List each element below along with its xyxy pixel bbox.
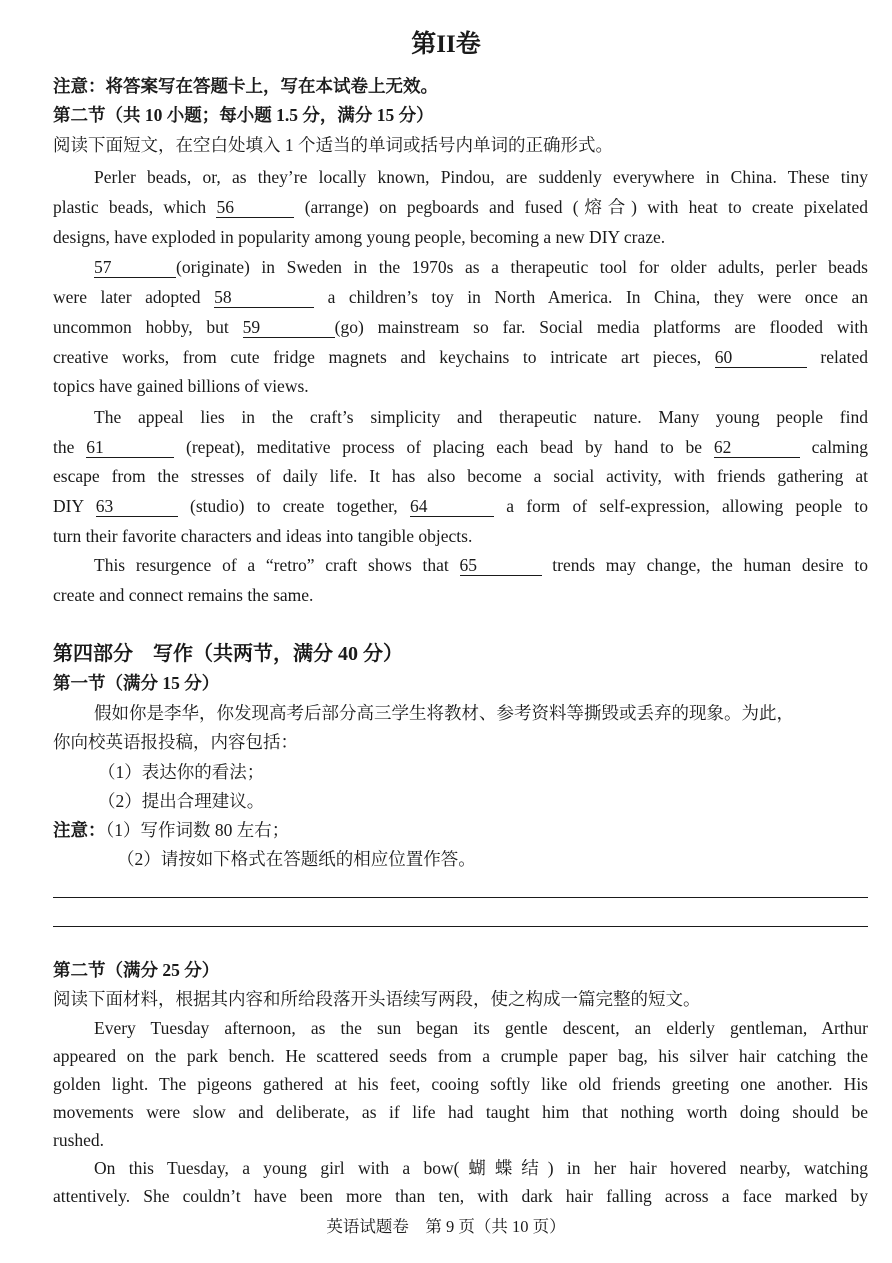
p4-line-1 (94, 553, 868, 577)
blank-65[interactable]: 65 (460, 555, 542, 576)
p2-line-5: topics have gained billions of views. (53, 376, 309, 396)
part4-s1-line-1: 假如你是李华，你发现高考后部分高三学生将教材、参考资料等撕毁或丢弃的现象。为此， (94, 703, 794, 723)
blank-61[interactable]: 61 (86, 437, 174, 458)
p3-line-2-end: calming (811, 437, 869, 457)
part4-s1-line-2: 你向校英语报投稿，内容包括： (53, 732, 298, 752)
p3-line-4-end: a form of self-expression, allowing people to (506, 496, 869, 516)
part4-s2-heading: 第二节（满分 25 分） (53, 960, 220, 980)
p3-line-1: The appeal lies in the craft’s simplicity and therapeutic nature. Many young people find (94, 407, 868, 427)
p2-line-2 (53, 285, 868, 309)
blank-62[interactable]: 62 (714, 437, 800, 458)
p2-line-4 (53, 345, 868, 369)
p3-line-5: turn their favorite characters and ideas into tangible objects. (53, 526, 473, 546)
s2-p1-line-4: movements were slow and deliberate, as if life had taught him that nothing worth doing should be (53, 1102, 868, 1122)
p1-line-3: designs, have exploded in popularity among young people, becoming a new DIY craze. (53, 227, 666, 247)
part4-s2-instruction: 阅读下面材料，根据其内容和所给段落开头语续写两段，使之构成一篇完整的短文。 (53, 989, 701, 1009)
answer-rule-2 (53, 926, 868, 927)
p1-line-1: Perler beads, or, as they’re locally known, Pindou, are suddenly everywhere in China. These tiny (94, 167, 868, 187)
section2-instruction: 阅读下面短文，在空白处填入 1 个适当的单词或括号内单词的正确形式。 (53, 135, 613, 155)
s2-p2-line-1: On this Tuesday, a young girl with a bow(蝴蝶结) in her hair hovered nearby, watching (94, 1158, 868, 1178)
p3-line-4-start: DIY (53, 496, 84, 516)
p2-line-3 (53, 315, 868, 339)
p1-line-2 (53, 195, 868, 219)
p3-line-2-start: the (53, 437, 75, 457)
note-label: 注意： (53, 820, 106, 840)
s2-p2-line-2: attentively. She couldn’t have been more than ten, with dark hair falling across a face marked by (53, 1186, 868, 1206)
note-1: （1）写作词数 80 左右； (105, 820, 290, 840)
blank-64[interactable]: 64 (410, 496, 494, 517)
part4-heading: 第四部分 写作（共两节，满分 40 分） (53, 643, 403, 665)
part4-s1-item-2: （2）提出合理建议。 (98, 791, 265, 811)
p2-line-2-start: were later adopted (53, 287, 201, 307)
blank-63[interactable]: 63 (96, 496, 178, 517)
section2-heading: 第二节（共 10 小题；每小题 1.5 分，满分 15 分） (53, 105, 434, 125)
notice: 注意：将答案写在答题卡上，写在本试卷上无效。 (53, 76, 438, 96)
p3-line-2-mid: (repeat), meditative process of placing each bead by hand to be (186, 437, 703, 457)
answer-rule-1 (53, 897, 868, 898)
p2-line-4-end: related (820, 347, 869, 367)
p2-line-2-end: a children’s toy in North America. In China, they were once an (327, 287, 869, 307)
blank-59[interactable]: 59 (243, 317, 335, 338)
p1-line-2-end: (arrange) on pegboards and fused (熔合) with heat to create pixelated (304, 197, 869, 217)
p2-line-4-start: creative works, from cute fridge magnets and keychains to intricate art pieces, (53, 347, 702, 367)
p3-line-4-mid: (studio) to create together, (190, 496, 398, 516)
p4-line-1-end: trends may change, the human desire to (552, 555, 868, 575)
p2-line-1-end: (originate) in Sweden in the 1970s as a therapeutic tool for older adults, perler beads (176, 257, 868, 277)
p2-line-3-start: uncommon hobby, but (53, 317, 229, 337)
p2-line-3-end: (go) mainstream so far. Social media platforms are flooded with (334, 317, 869, 337)
blank-58[interactable]: 58 (214, 287, 314, 308)
s2-p1-line-1: Every Tuesday afternoon, as the sun began its gentle descent, an elderly gentleman, Arthur (94, 1018, 868, 1038)
s2-p1-line-5: rushed. (53, 1130, 105, 1150)
blank-60[interactable]: 60 (715, 347, 807, 368)
part4-s1-heading: 第一节（满分 15 分） (53, 673, 220, 693)
p3-line-3: escape from the stresses of daily life. It has also become a social activity, with friends gathering at (53, 466, 868, 486)
p4-line-2: create and connect remains the same. (53, 585, 314, 605)
p4-line-1-start: This resurgence of a “retro” craft shows that (94, 555, 449, 575)
p3-line-4 (53, 494, 868, 518)
p1-line-2-start: plastic beads, which (53, 197, 207, 217)
s2-p1-line-2: appeared on the park bench. He scattered seeds from a crumple paper bag, his silver hair catching the (53, 1046, 868, 1066)
p2-line-1 (94, 255, 868, 279)
part4-s1-note-2: （2）请按如下格式在答题纸的相应位置作答。 (117, 849, 476, 869)
part4-s1-item-1: （1）表达你的看法； (98, 762, 265, 782)
page-footer: 英语试题卷 第 9 页（共 10 页） (326, 1217, 566, 1236)
s2-p1-line-3: golden light. The pigeons gathered at his feet, cooing softly like old friends greeting one another. His (53, 1074, 868, 1094)
p3-line-2 (53, 435, 868, 459)
page-title: 第II卷 (411, 31, 481, 58)
blank-57[interactable]: 57 (94, 257, 176, 278)
part4-s1-note-line-1 (53, 818, 868, 842)
blank-56[interactable]: 56 (216, 197, 294, 218)
